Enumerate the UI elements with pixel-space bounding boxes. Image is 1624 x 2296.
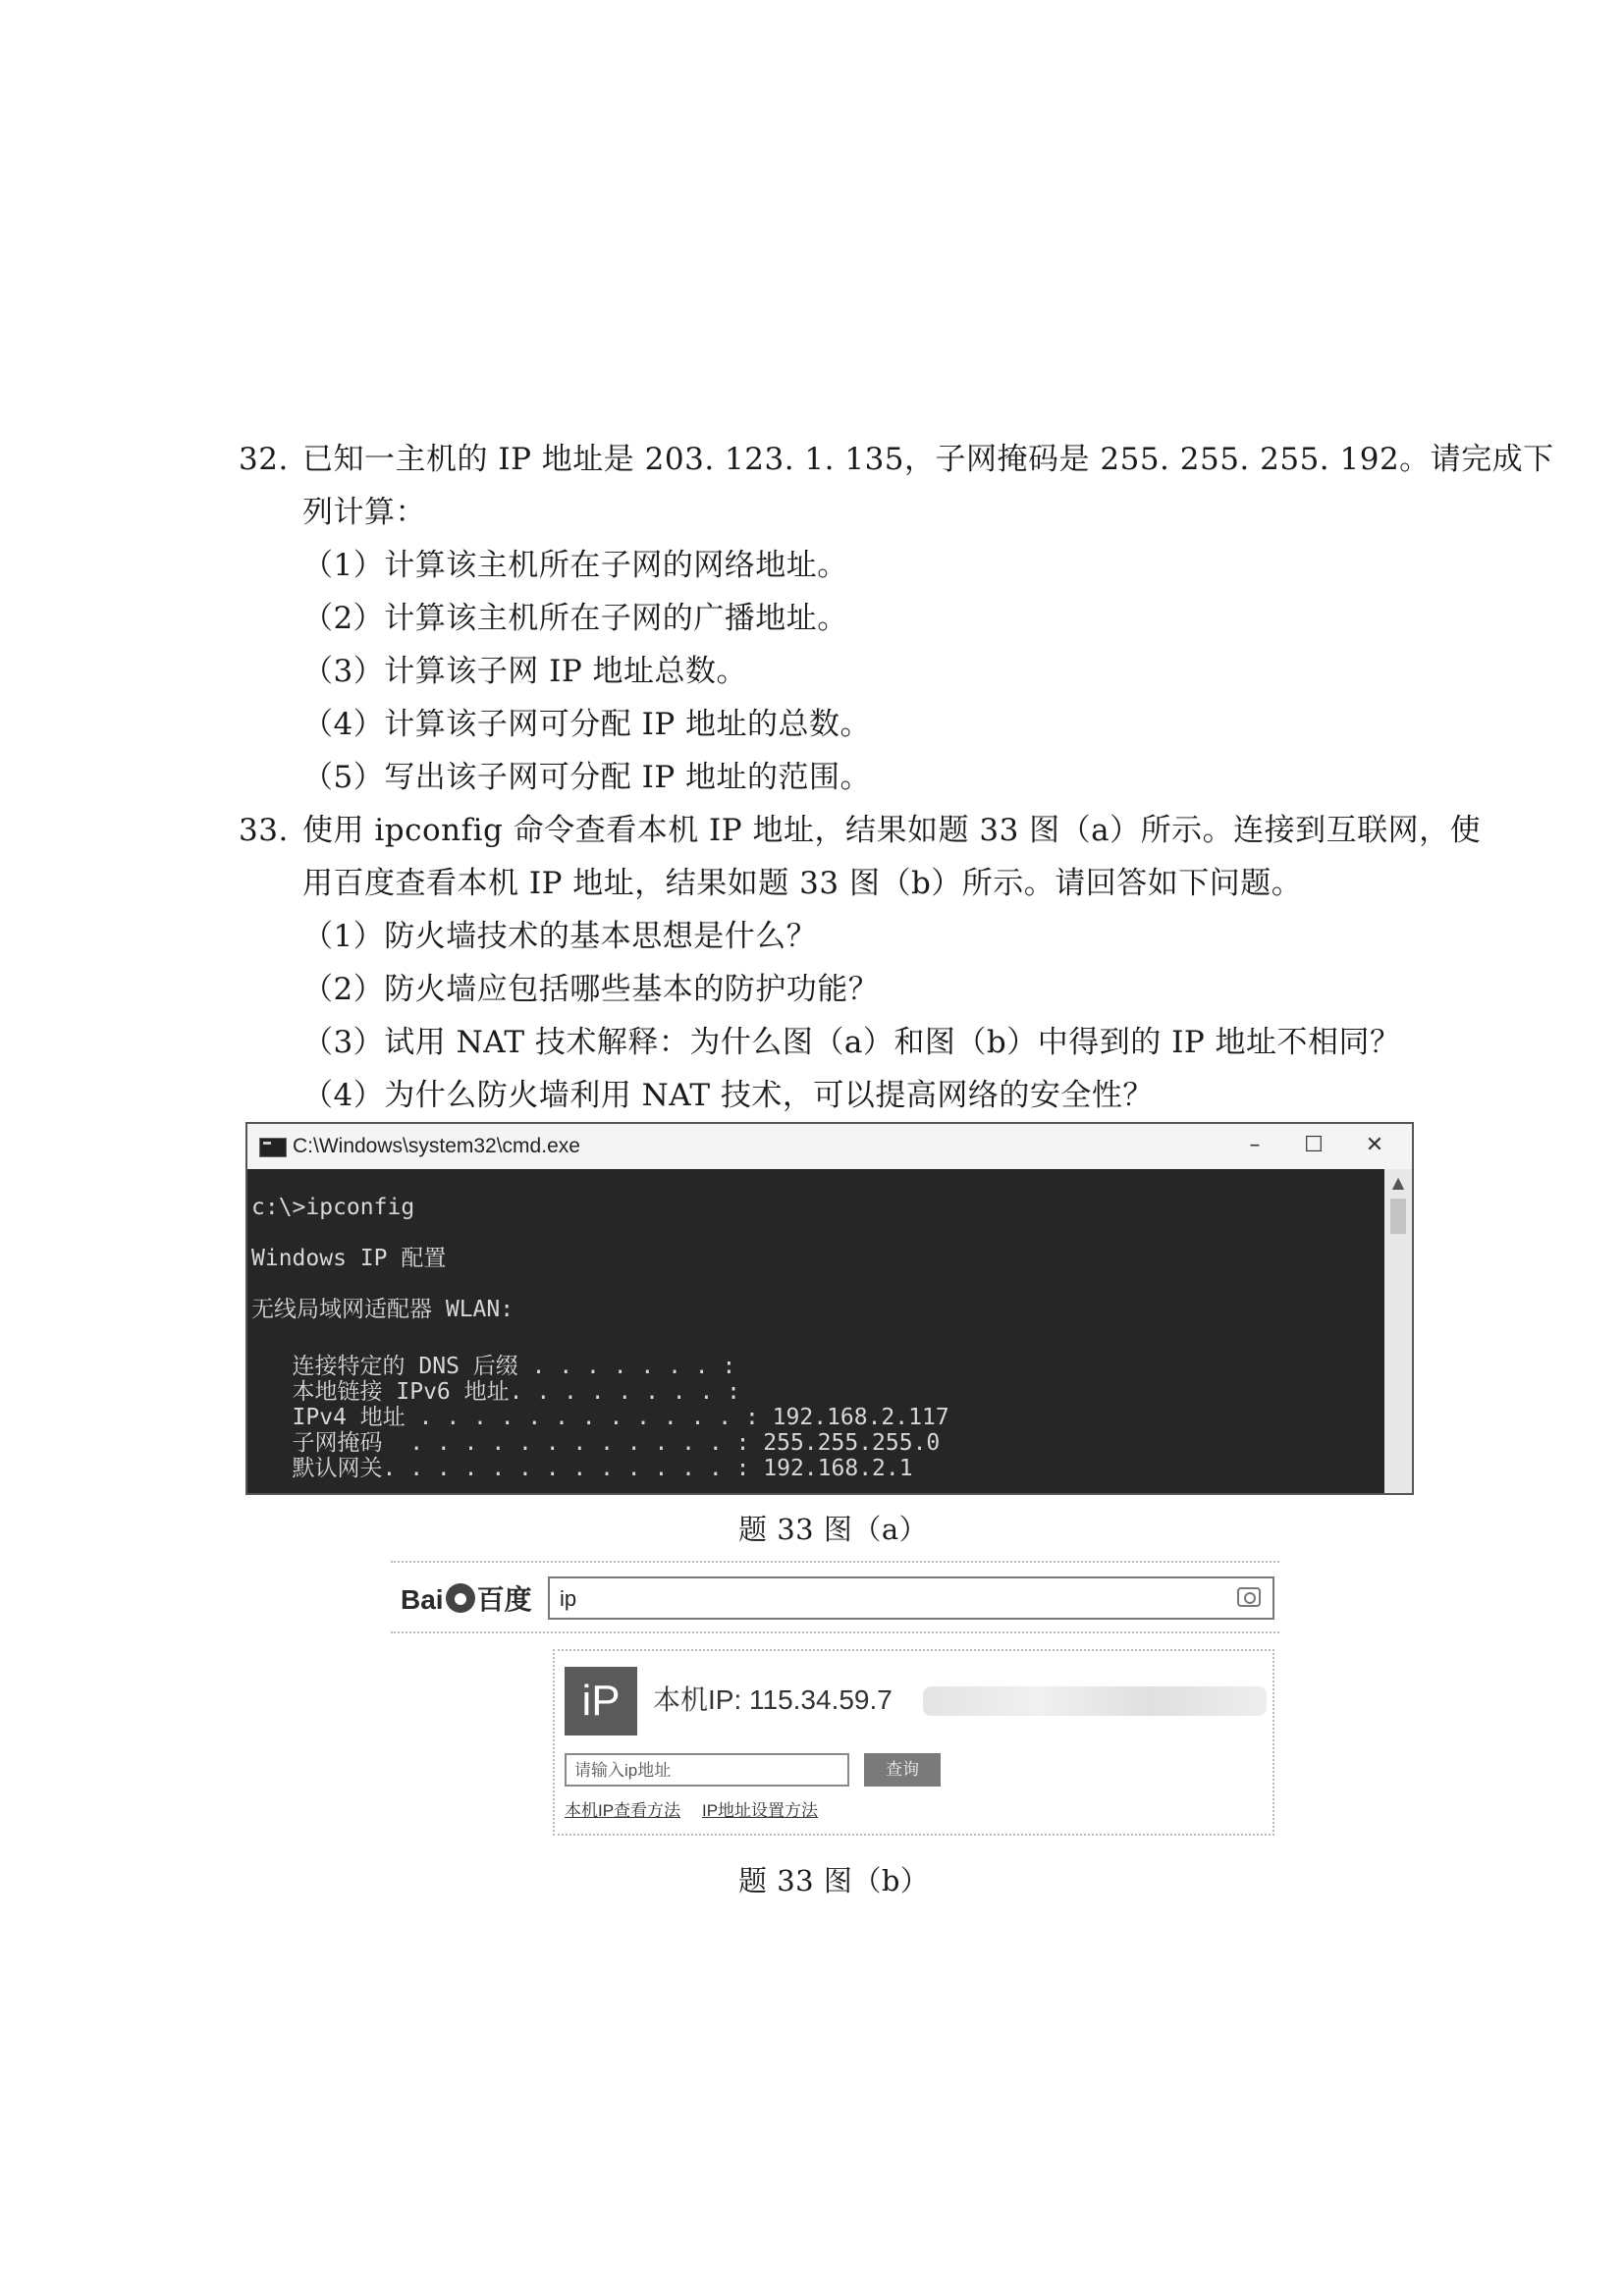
- question-32-item: （3）计算该子网 IP 地址总数。: [302, 654, 748, 689]
- ip-settings-help-link[interactable]: IP地址设置方法: [702, 1801, 819, 1820]
- question-33-item: （3）试用 NAT 技术解释：为什么图（a）和图（b）中得到的 IP 地址不相同？: [302, 1025, 1401, 1060]
- baidu-logo-text-right: 百度: [476, 1584, 532, 1615]
- question-33-number: 33.: [239, 813, 289, 848]
- close-button[interactable]: ✕: [1365, 1133, 1384, 1157]
- ip-result-text: 本机IP: 115.34.59.7: [653, 1684, 893, 1715]
- question-32-item: （2）计算该主机所在子网的广播地址。: [302, 601, 848, 636]
- cmd-output-line: 连接特定的 DNS 后缀 . . . . . . . :: [251, 1354, 736, 1379]
- question-32-item: （4）计算该子网可分配 IP 地址的总数。: [302, 707, 872, 742]
- cmd-output-line: 子网掩码 . . . . . . . . . . . . : 255.255.255.0: [251, 1430, 941, 1456]
- baidu-logo-text-left: Bai: [401, 1584, 444, 1615]
- cmd-window-title: C:\Windows\system32\cmd.exe: [293, 1135, 580, 1157]
- divider: [391, 1561, 1279, 1563]
- scroll-thumb[interactable]: [1390, 1199, 1406, 1234]
- ip-badge-icon: iP: [565, 1667, 637, 1735]
- cmd-output-line: c:\>ipconfig: [251, 1195, 415, 1220]
- divider: [391, 1631, 1279, 1633]
- ip-query-input[interactable]: [565, 1753, 849, 1787]
- minimize-button[interactable]: –: [1249, 1133, 1261, 1157]
- camera-icon[interactable]: [1237, 1587, 1261, 1607]
- query-button[interactable]: 查询: [864, 1753, 941, 1787]
- ip-query-placeholder: 请输入ip地址: [574, 1761, 672, 1780]
- question-32-item: （5）写出该子网可分配 IP 地址的范围。: [302, 760, 872, 795]
- cmd-output-line: 本地链接 IPv6 地址. . . . . . . . :: [251, 1379, 741, 1405]
- cmd-titlebar: [247, 1124, 1412, 1170]
- question-33-line-2: 用百度查看本机 IP 地址，结果如题 33 图（b）所示。请回答如下问题。: [302, 866, 1303, 901]
- question-33-item: （4）为什么防火墙利用 NAT 技术，可以提高网络的安全性？: [302, 1078, 1154, 1113]
- figure-a-caption: 题 33 图（a）: [738, 1513, 929, 1546]
- question-32-line-2: 列计算：: [302, 495, 426, 530]
- question-33-item: （2）防火墙应包括哪些基本的防护功能？: [302, 972, 880, 1007]
- cmd-output-line: Windows IP 配置: [251, 1246, 447, 1271]
- question-32-line-1: 已知一主机的 IP 地址是 203. 123. 1. 135，子网掩码是 255. 255. 255. 192。请完成下: [302, 442, 1554, 477]
- cmd-window: [245, 1122, 1414, 1495]
- question-33-line-1: 使用 ipconfig 命令查看本机 IP 地址，结果如题 33 图（a）所示。连接到互联网，使: [302, 813, 1482, 848]
- ip-result-card: [553, 1649, 1274, 1836]
- redacted-location: [923, 1686, 1267, 1716]
- ip-lookup-help-link[interactable]: 本机IP查看方法: [565, 1801, 681, 1820]
- cmd-output-line: 无线局域网适配器 WLAN:: [251, 1297, 514, 1322]
- cmd-output-line: 默认网关. . . . . . . . . . . . . : 192.168.2.1: [251, 1456, 913, 1481]
- question-32-item: （1）计算该主机所在子网的网络地址。: [302, 548, 848, 583]
- baidu-logo[interactable]: [401, 1580, 532, 1620]
- figure-b-caption: 题 33 图（b）: [738, 1864, 930, 1897]
- cmd-output: [247, 1169, 1384, 1493]
- question-33-item: （1）防火墙技术的基本思想是什么？: [302, 919, 818, 954]
- paw-icon: [446, 1583, 475, 1613]
- baidu-ip-panel: [391, 1561, 1279, 1845]
- maximize-button[interactable]: ☐: [1304, 1133, 1324, 1157]
- console-icon: [259, 1138, 287, 1157]
- search-input-value: ip: [560, 1586, 577, 1611]
- scroll-up-icon[interactable]: ▲: [1391, 1173, 1405, 1192]
- search-input[interactable]: [548, 1576, 1274, 1620]
- cmd-output-line: IPv4 地址 . . . . . . . . . . . . : 192.168.2.117: [251, 1405, 949, 1430]
- question-32-number: 32.: [239, 442, 289, 477]
- cmd-scrollbar[interactable]: [1384, 1169, 1412, 1493]
